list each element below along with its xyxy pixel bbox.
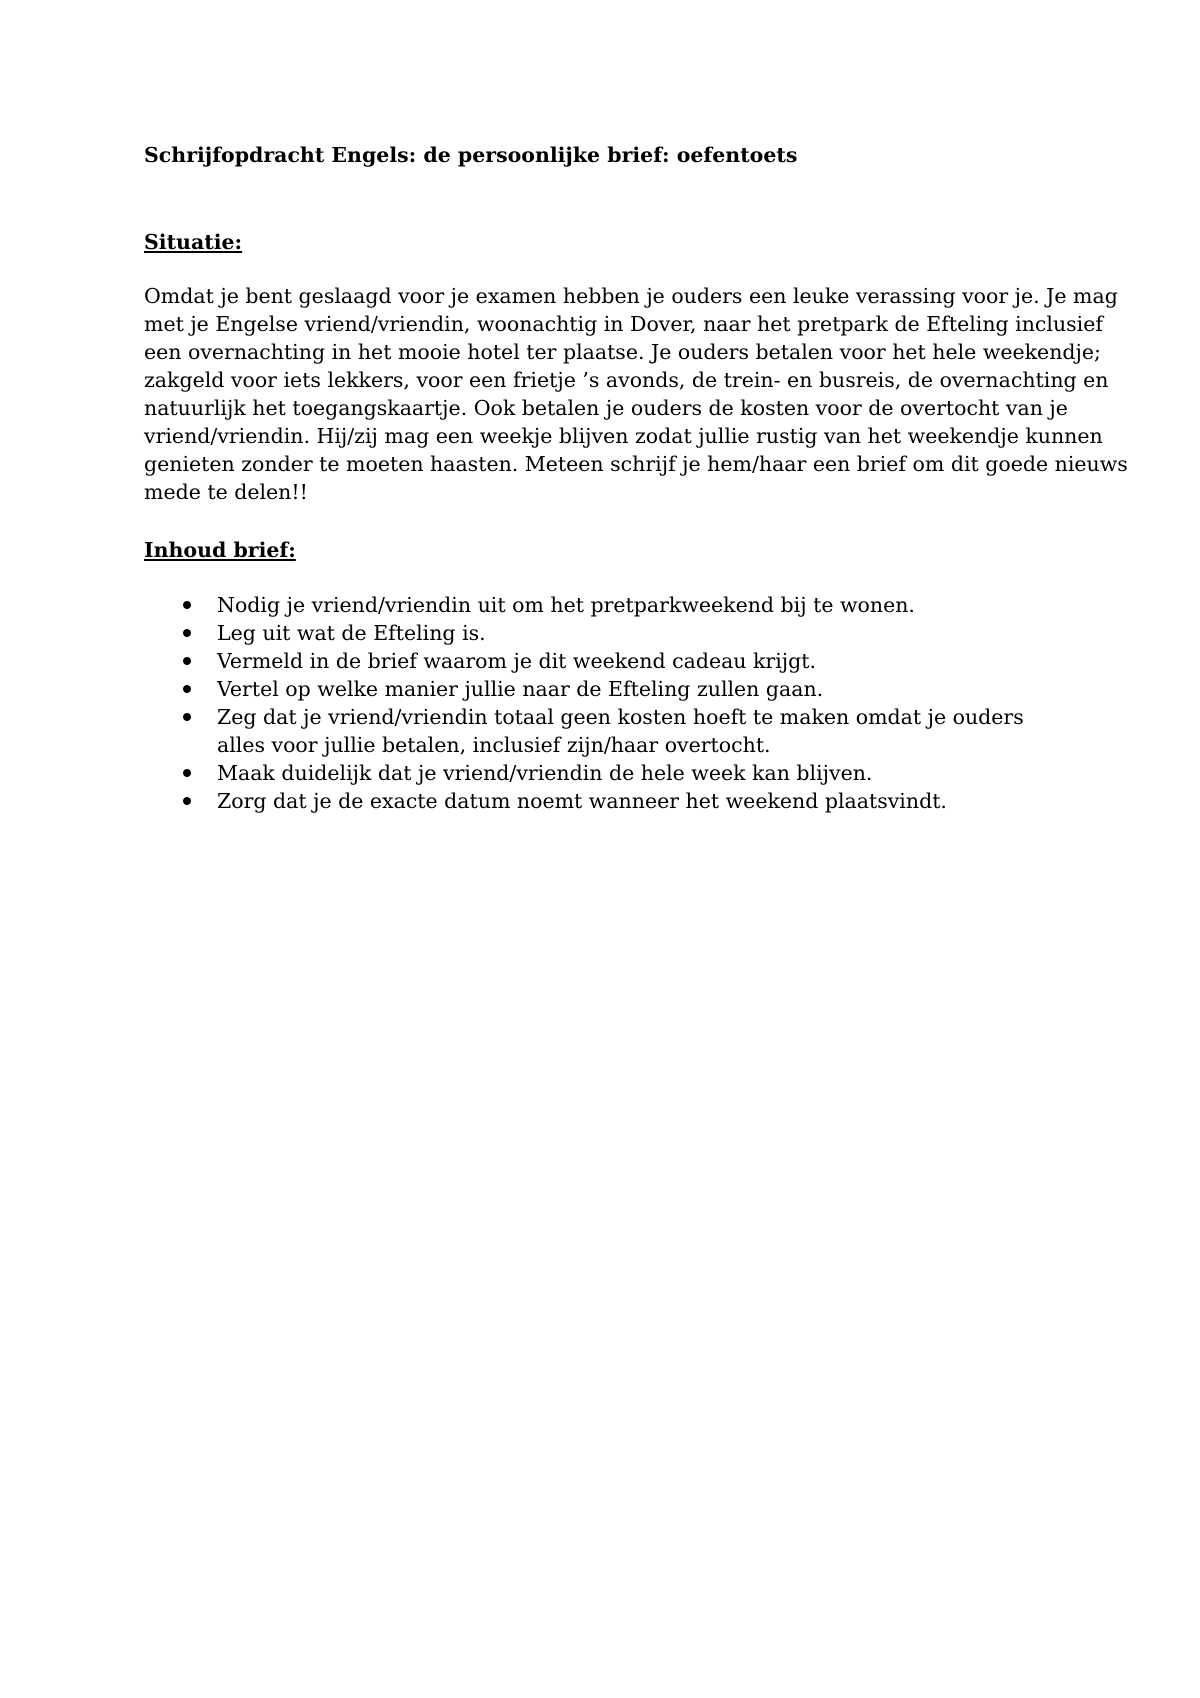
list-item bbox=[144, 675, 1074, 703]
bullet-icon bbox=[183, 713, 191, 721]
bullet-text: Leg uit wat de Efteling is. bbox=[217, 621, 486, 645]
situatie-heading: Situatie: bbox=[144, 230, 243, 254]
paragraph-line: natuurlijk het toegangskaartje. Ook betalen je ouders de kosten voor de overtocht van je bbox=[144, 396, 1068, 420]
bullet-icon bbox=[183, 629, 191, 637]
bullet-text: Zeg dat je vriend/vriendin totaal geen kosten hoeft te maken omdat je ouders alles voor jullie betalen, inclusief zijn/haar overtocht. bbox=[217, 705, 1024, 757]
bullet-text: Vermeld in de brief waarom je dit weekend cadeau krijgt. bbox=[217, 649, 817, 673]
bullet-icon bbox=[183, 601, 191, 609]
paragraph-line: genieten zonder te moeten haasten. Meteen schrijf je hem/haar een brief om dit goede nieuws bbox=[144, 452, 1128, 476]
list-item bbox=[144, 591, 1074, 619]
paragraph-line: een overnachting in het mooie hotel ter plaatse. Je ouders betalen voor het hele weekendje; bbox=[144, 340, 1101, 364]
bullet-icon bbox=[183, 657, 191, 665]
bullet-icon bbox=[183, 797, 191, 805]
list-item bbox=[144, 703, 1074, 759]
list-item bbox=[144, 759, 1074, 787]
paragraph-line: Omdat je bent geslaagd voor je examen hebben je ouders een leuke verassing voor je. Je mag bbox=[144, 284, 1118, 308]
inhoud-brief-heading: Inhoud brief: bbox=[144, 538, 296, 562]
bullet-text: Zorg dat je de exacte datum noemt wanneer het weekend plaatsvindt. bbox=[217, 789, 947, 813]
bullet-text: Nodig je vriend/vriendin uit om het pretparkweekend bij te wonen. bbox=[217, 593, 915, 617]
paragraph-line: zakgeld voor iets lekkers, voor een frietje ’s avonds, de trein- en busreis, de overnachting en bbox=[144, 368, 1109, 392]
bullet-icon bbox=[183, 685, 191, 693]
inhoud-bullet-list bbox=[144, 591, 1074, 815]
bullet-text: Vertel op welke manier jullie naar de Efteling zullen gaan. bbox=[217, 677, 824, 701]
paragraph-line: met je Engelse vriend/vriendin, woonachtig in Dover, naar het pretpark de Efteling inclusief bbox=[144, 312, 1103, 336]
bullet-text: Maak duidelijk dat je vriend/vriendin de hele week kan blijven. bbox=[217, 761, 873, 785]
paragraph-line: vriend/vriendin. Hij/zij mag een weekje blijven zodat jullie rustig van het weekendje kunnen bbox=[144, 424, 1103, 448]
bullet-icon bbox=[183, 769, 191, 777]
list-item bbox=[144, 619, 1074, 647]
document-title: Schrijfopdracht Engels: de persoonlijke brief: oefentoets bbox=[144, 143, 798, 167]
list-item bbox=[144, 647, 1074, 675]
paragraph-line: mede te delen!! bbox=[144, 480, 308, 504]
list-item bbox=[144, 787, 1074, 815]
situatie-paragraph bbox=[144, 282, 1128, 506]
